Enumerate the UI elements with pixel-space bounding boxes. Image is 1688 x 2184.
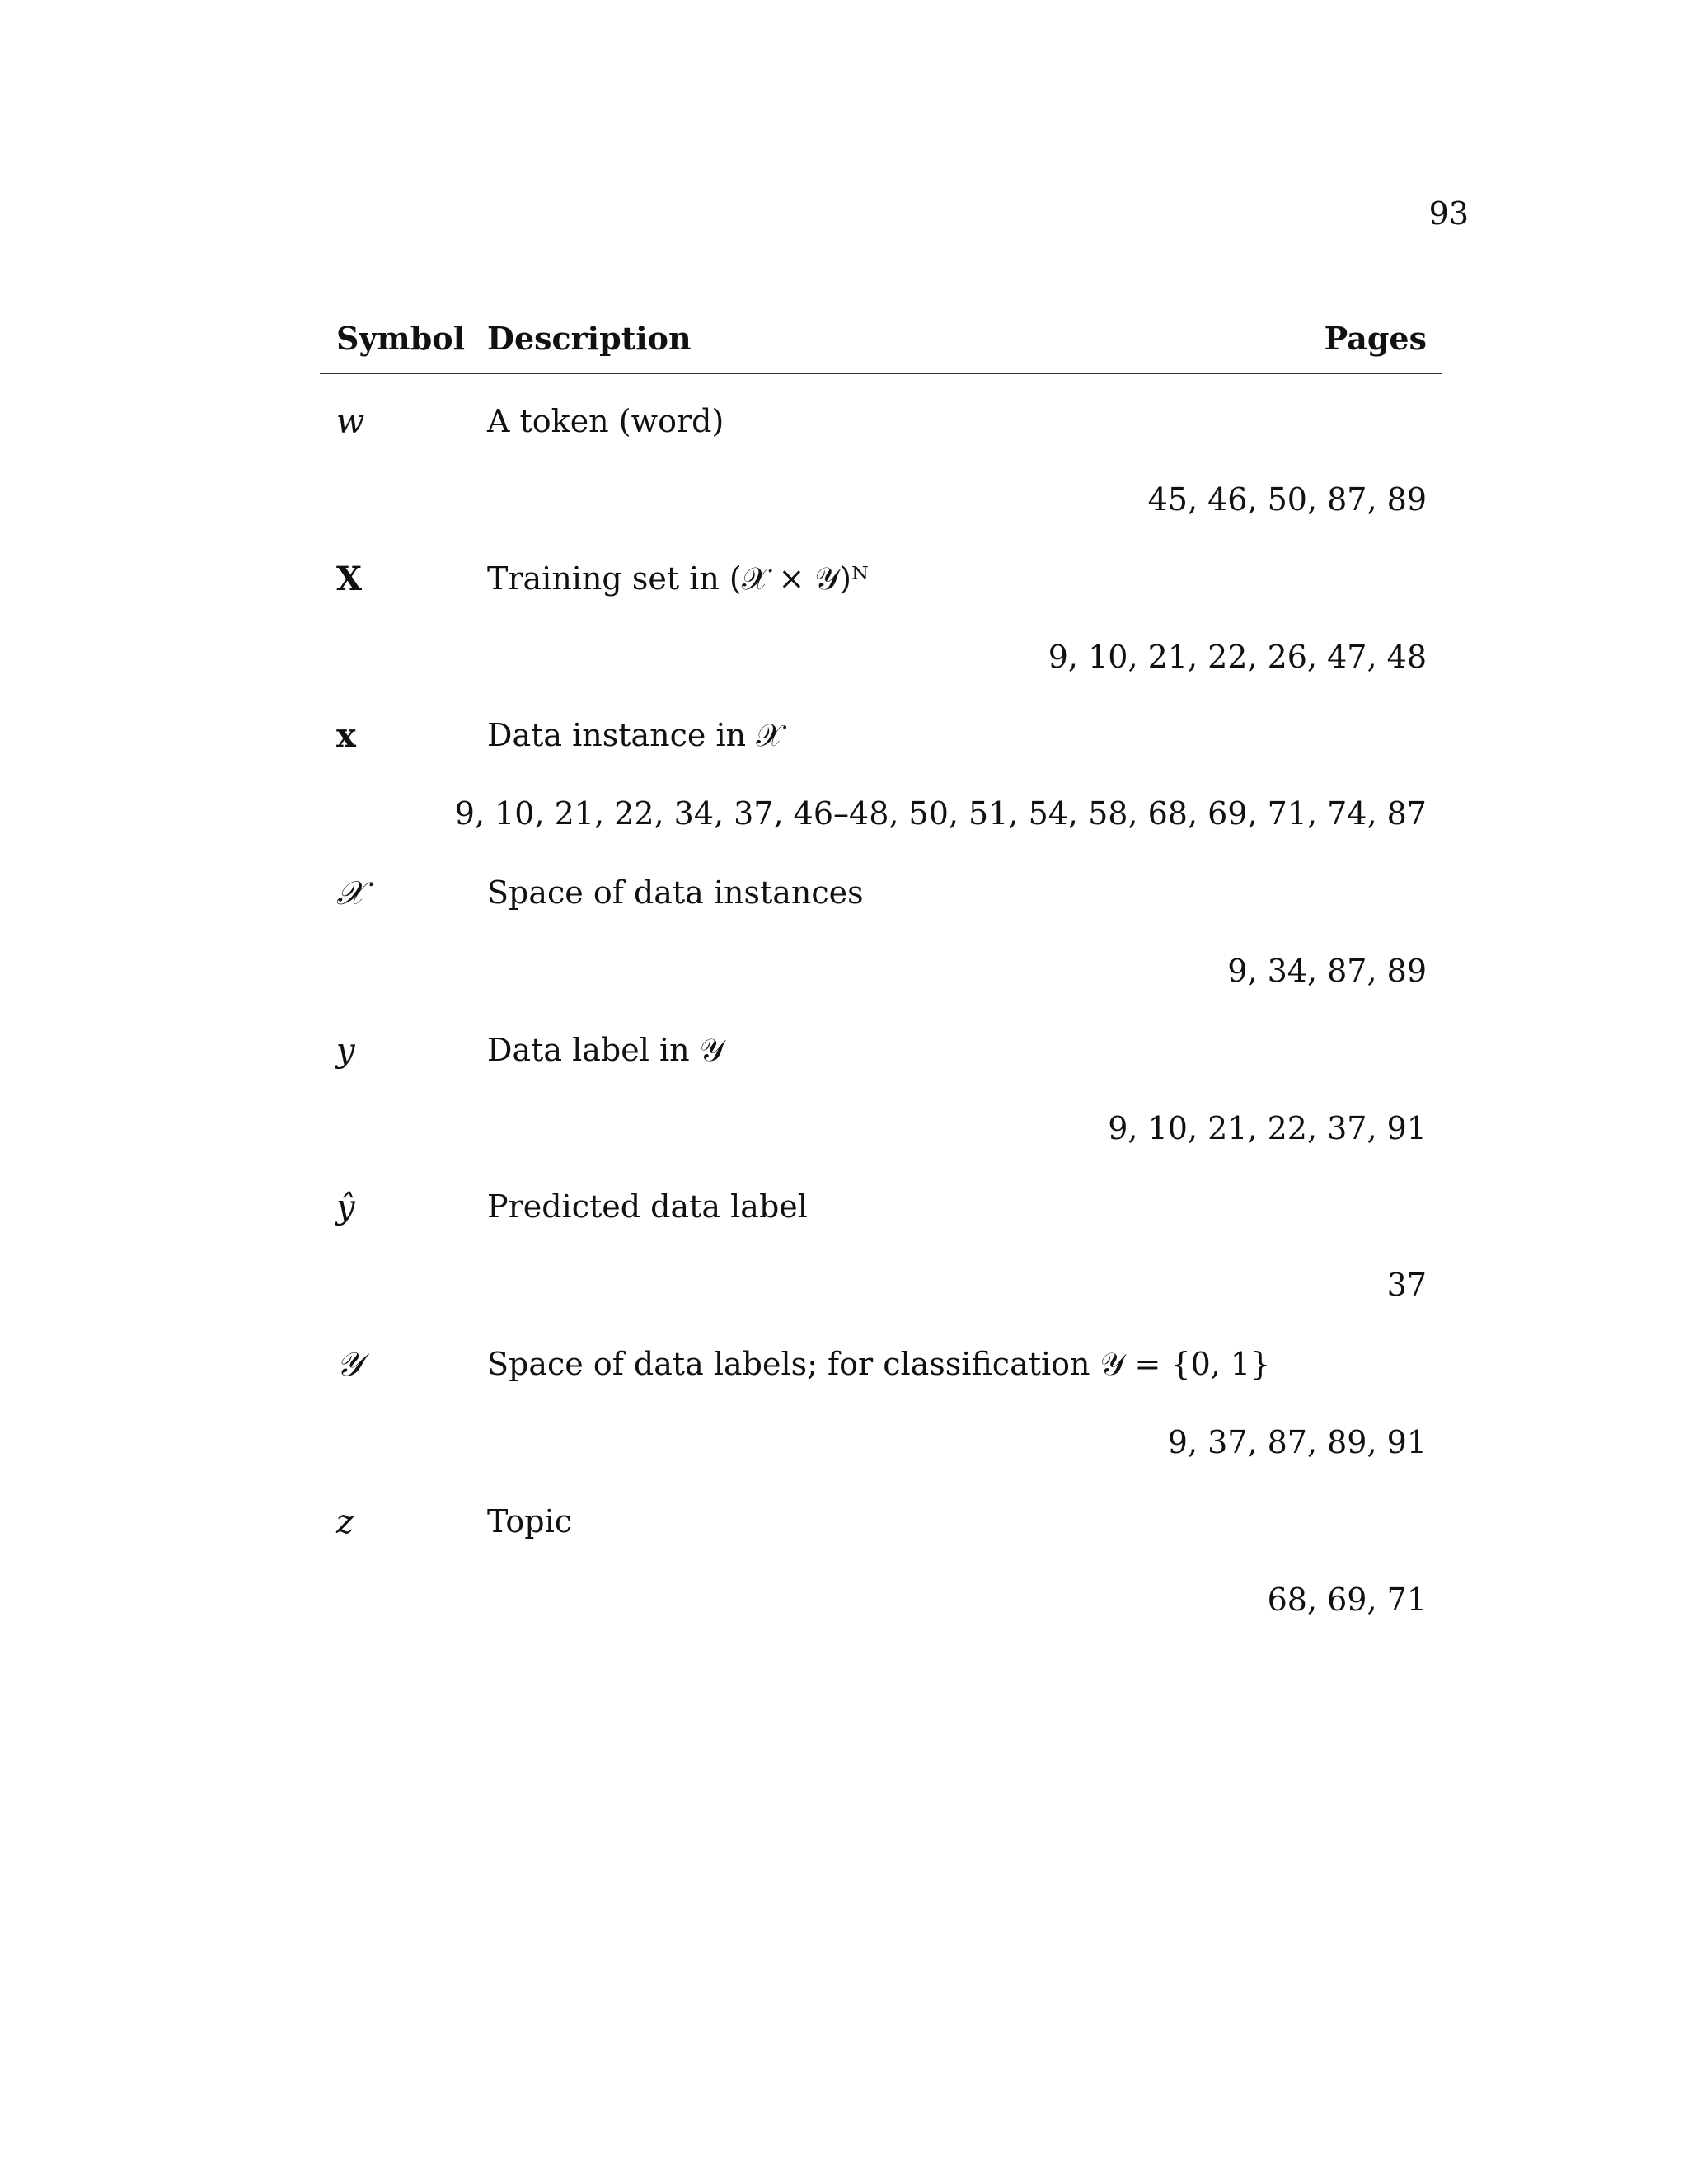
description-cell: Space of data instances xyxy=(487,874,864,912)
description-cell: Data label in 𝒴 xyxy=(487,1031,724,1068)
header-symbol: Symbol xyxy=(336,320,466,357)
symbol-cell: w xyxy=(336,403,365,441)
symbol-cell: X xyxy=(336,559,363,598)
table-row xyxy=(320,374,1442,532)
table-row xyxy=(320,1003,1442,1160)
pages-cell: 9, 10, 21, 22, 34, 37, 46–48, 50, 51, 54, 58, 68, 69, 71, 74, 87 xyxy=(454,795,1427,832)
table-row xyxy=(320,1160,1442,1317)
page-number: 93 xyxy=(1428,195,1469,232)
symbol-table xyxy=(320,313,1442,1632)
table-row xyxy=(320,1474,1442,1632)
symbol-cell: 𝒳 xyxy=(336,874,365,913)
symbol-cell: ŷ xyxy=(336,1188,355,1227)
description-cell: Data instance in 𝒳 xyxy=(487,717,783,754)
pages-cell: 37 xyxy=(1386,1267,1427,1304)
description-cell: A token (word) xyxy=(487,403,724,439)
pages-cell: 9, 10, 21, 22, 37, 91 xyxy=(1108,1109,1427,1146)
symbol-cell: z xyxy=(336,1502,354,1541)
table-row xyxy=(320,846,1442,1003)
header-description: Description xyxy=(487,320,692,357)
pages-cell: 45, 46, 50, 87, 89 xyxy=(1147,481,1427,518)
pages-cell: 9, 37, 87, 89, 91 xyxy=(1167,1424,1427,1461)
pages-cell: 9, 10, 21, 22, 26, 47, 48 xyxy=(1048,638,1427,675)
pages-cell: 68, 69, 71 xyxy=(1267,1581,1427,1618)
table-row xyxy=(320,532,1442,689)
symbol-cell: y xyxy=(336,1031,355,1070)
table-row xyxy=(320,688,1442,846)
pages-cell: 9, 34, 87, 89 xyxy=(1227,953,1427,990)
description-cell: Predicted data label xyxy=(487,1188,808,1226)
symbol-cell: 𝒴 xyxy=(336,1346,363,1385)
description-cell: Space of data labels; for classification 𝒴 = {0, 1} xyxy=(487,1346,1271,1383)
header-pages: Pages xyxy=(1324,320,1427,357)
description-cell: Training set in (𝒳 × 𝒴)ᴺ xyxy=(487,560,869,597)
symbol-cell: x xyxy=(336,716,356,756)
description-cell: Topic xyxy=(487,1502,573,1540)
table-row xyxy=(320,1317,1442,1474)
table-header xyxy=(320,313,1442,374)
